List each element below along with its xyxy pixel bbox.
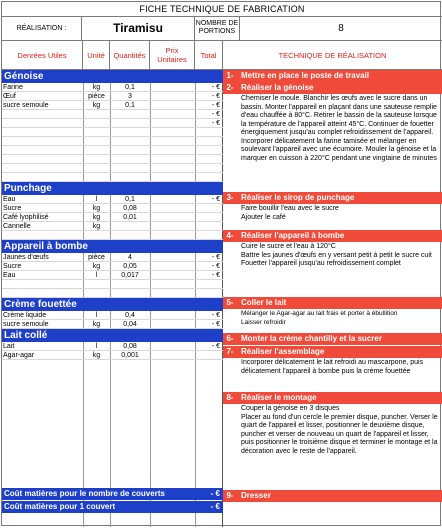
realisation-label: RÉALISATION : <box>2 16 82 41</box>
per-cover-cost-value: - € <box>210 502 220 511</box>
step-2-text: Chemiser le moule. Blanchir les œufs avec le sucre dans un bassin. Monter l'appareil en plaçant dans une sauteuse remplie d'eau chauffée à 80°C. Retirer le bassin de la sauteuse lorsque la température de l'appareil atteint 45°C. Continuer de fouetter énergiquement jusqu'au complet refroidissement de l'appareil. Incorporer délicatement la farine tamisée et mélanger en soulevant l'appareil avec une écumoire. Mouler la génoise et la marquer en cuisson à 220°C pendant une vingtaine de minutes <box>241 95 437 162</box>
per-cover-cost-row <box>2 501 223 513</box>
step-3-text: Faire bouillir l'eau avec le sucre Ajouter le café <box>241 205 339 221</box>
step-8: 8- Réaliser le montage <box>223 392 442 404</box>
table-row: Œuf pièce 3 - € <box>2 92 223 101</box>
section-title: Lait collé <box>2 329 223 342</box>
step-8-text: Couper la génoise en 3 disques Placer au fond d'un cercle le premier disque, puncher. Verser le quart de l'appareil et lisser, positionner le deuxième disque, puncher et verser de nouveau un quart de l'appareil et lisser, puis positionner le troisième disque et terminer le montage et la décoration avec le reste de l'appareil. <box>241 405 438 455</box>
per-cover-cost-label: Coût matières pour 1 couvert <box>4 502 116 511</box>
recipe-name: Tiramisu <box>82 16 195 41</box>
table-row: Lait l 0,08 - € <box>2 342 223 351</box>
table-row: - € <box>2 110 223 119</box>
step-3: 3- Réaliser le sirop de punchage <box>223 192 442 204</box>
table-row: Farine kg 0,1 - € <box>2 83 223 92</box>
ingredients-panel <box>2 70 223 360</box>
col-header-name: Denrées Utiles <box>2 41 83 70</box>
step-1: 1- Mettre en place le poste de travail <box>223 70 442 82</box>
step-2: 2- Réaliser la génoise <box>223 82 442 94</box>
table-row: Crème liquide l 0,4 - € <box>2 311 223 320</box>
table-row: Cannelle kg <box>2 222 223 231</box>
table-row: Sucre kg 0,08 <box>2 204 223 213</box>
table-row: sucre semoule kg 0,1 - € <box>2 101 223 110</box>
step-5-text: Mélanger le Agar-agar au lait frais et porter à ébullition Laisser refroidir <box>241 310 398 326</box>
table-row: Eau l 0,017 - € <box>2 271 223 280</box>
col-header-unit: Unité <box>83 41 110 70</box>
table-row: sucre semoule kg 0,04 - € <box>2 320 223 329</box>
sheet-title: FICHE TECHNIQUE DE FABRICATION <box>2 2 442 17</box>
col-header-technique: TECHNIQUE DE RÉALISATION <box>223 41 442 70</box>
section-title: Crème fouettée <box>2 298 223 311</box>
total-cost-label: Coût matières pour le nombre de couverts <box>4 489 165 498</box>
step-9: 9- Dresser <box>223 490 442 502</box>
table-row: Agar-agar kg 0,001 <box>2 351 223 360</box>
table-row: Café lyophilisé kg 0,01 <box>2 213 223 222</box>
table-row: Jaunes d'œufs pièce 4 - € <box>2 253 223 262</box>
step-4: 4- Réaliser l'appareil à bombe <box>223 230 442 242</box>
table-row: - € <box>2 119 223 128</box>
total-cost-row <box>2 488 223 500</box>
step-5: 5- Coller le lait <box>223 297 442 309</box>
portions-value: 8 <box>240 16 442 41</box>
total-cost-value: - € <box>210 489 220 498</box>
portions-label: NOMBRE DE PORTIONS <box>195 16 240 41</box>
step-4-text: Cuire le sucre et l'eau à 120°C Battre les jaunes d'œufs en y versant petit à petit le sucre cuit Fouetter l'appareil jusqu'au refroidissement complet <box>241 243 432 267</box>
technical-sheet <box>1 1 441 526</box>
section-title: Appareil à bombe <box>2 240 223 253</box>
col-header-qty: Quantités <box>110 41 150 70</box>
col-header-total: Total <box>195 41 223 70</box>
technique-panel <box>223 70 442 502</box>
step-6: 6- Monter la crème chantilly et la sucrer <box>223 333 442 345</box>
section-title: Génoise <box>2 70 223 83</box>
col-header-price: Prix Unitaires <box>150 41 195 70</box>
table-row: Eau l 0,1 - € <box>2 195 223 204</box>
table-row: Sucre kg 0,05 - € <box>2 262 223 271</box>
step-7: 7- Réaliser l'assemblage <box>223 346 442 358</box>
step-7-text: Incorporer délicatement le lait refroidi au mascarpone, puis délicatement l'appareil à bombe puis la crème fouettée <box>241 359 424 375</box>
section-title: Punchage <box>2 182 223 195</box>
